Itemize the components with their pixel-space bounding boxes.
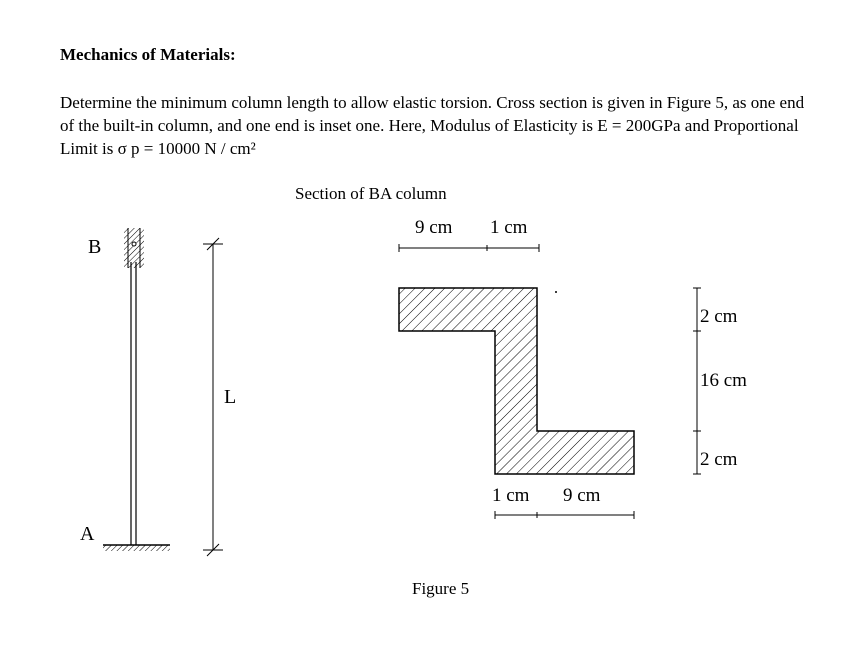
z-section-shape xyxy=(399,288,634,474)
side-dim-16cm: 16 cm xyxy=(700,370,747,391)
bottom-dimension-line xyxy=(495,511,634,519)
column-length-label: L xyxy=(224,386,237,408)
bottom-dim-1cm: 1 cm xyxy=(492,485,530,506)
page-heading: Mechanics of Materials: xyxy=(60,45,236,64)
top-dim-9cm: 9 cm xyxy=(415,217,453,238)
column-bottom-label: A xyxy=(80,523,95,545)
side-dim-2cm-bottom: 2 cm xyxy=(700,449,738,470)
cross-section xyxy=(399,217,747,519)
top-dim-1cm: 1 cm xyxy=(490,217,528,238)
figure-caption: Figure 5 xyxy=(412,579,470,598)
bottom-dim-9cm: 9 cm xyxy=(563,485,601,506)
column-length-dimension xyxy=(203,238,223,556)
column-top-support xyxy=(124,228,144,268)
column-base-support xyxy=(103,545,170,551)
top-dimension-line xyxy=(399,244,539,252)
problem-statement: Determine the minimum column length to allow elastic torsion. Cross section is given in Figure 5, as one end of the built-in column, and one end is inset one. Here, Modulus of Elasticity is E = 200GPa and Proportional Limit is σ p = 10000 N / cm² xyxy=(60,93,805,158)
column-top-label: B xyxy=(88,236,102,258)
column-diagram xyxy=(80,228,236,556)
section-title: Section of BA column xyxy=(295,184,447,203)
side-dim-2cm-top: 2 cm xyxy=(700,306,738,327)
